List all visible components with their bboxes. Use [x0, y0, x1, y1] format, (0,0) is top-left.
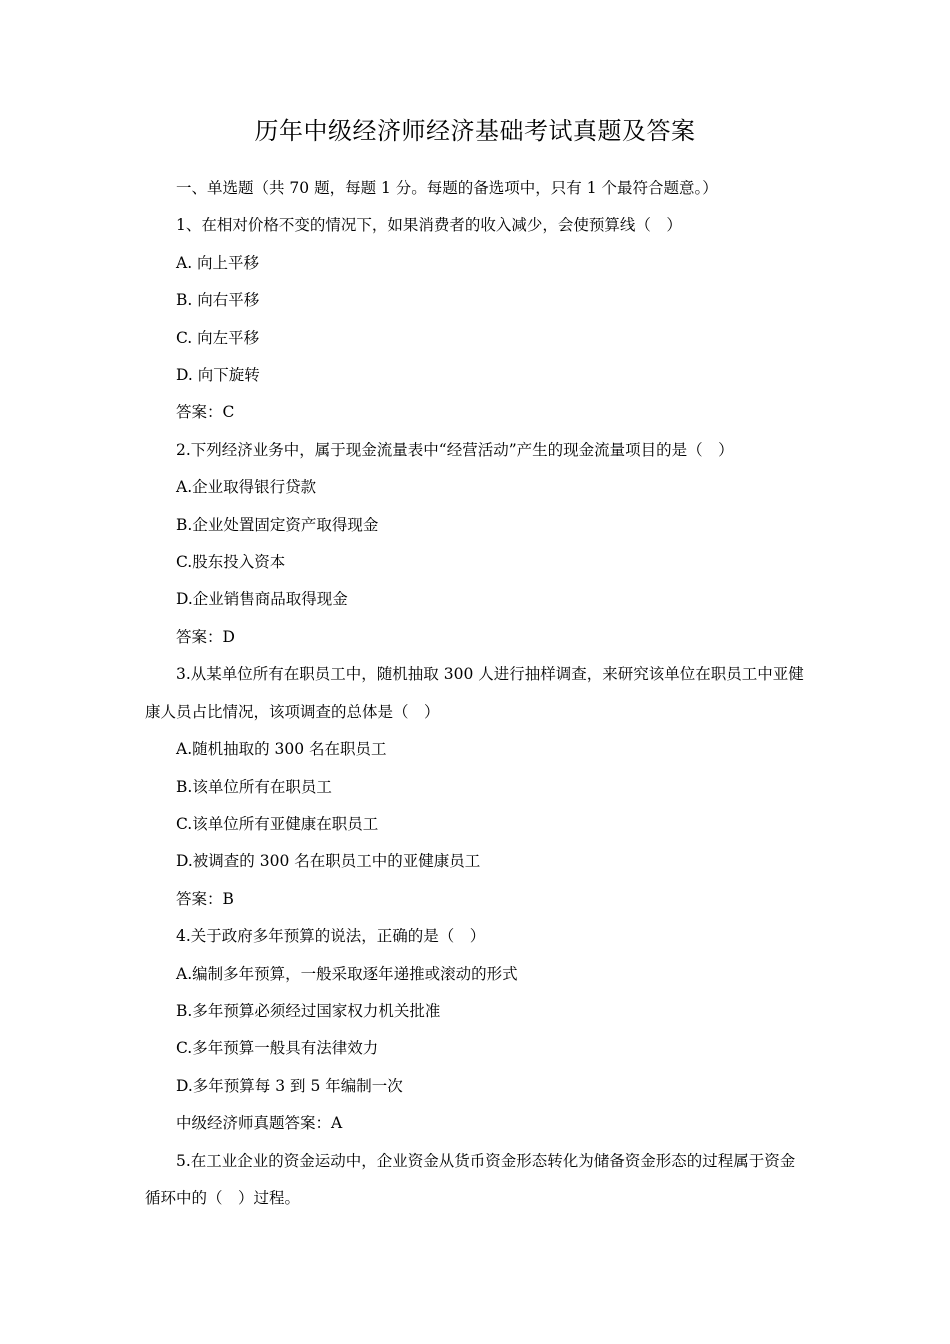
question-answer: 中级经济师真题答案：A	[176, 1114, 343, 1133]
document-title: 历年中级经济师经济基础考试真题及答案	[254, 117, 696, 145]
question-answer: 答案：B	[176, 889, 234, 908]
question-option: D.企业销售商品取得现金	[176, 590, 348, 609]
section-heading: 一、单选题（共 70 题，每题 1 分。每题的备选项中，只有 1 个最符合题意。）	[176, 179, 718, 197]
document-body	[145, 170, 810, 1217]
question-stem: 4.关于政府多年预算的说法，正确的是（ ）	[176, 927, 486, 946]
question-answer: 答案：C	[176, 403, 235, 422]
question-option: D. 向下旋转	[176, 366, 260, 385]
question-option: C.该单位所有亚健康在职员工	[176, 814, 379, 833]
question-option: D.被调查的 300 名在职员工中的亚健康员工	[176, 852, 481, 871]
question-answer: 答案：D	[176, 627, 235, 646]
question-option: B.企业处置固定资产取得现金	[176, 515, 379, 534]
question-option: C.股东投入资本	[176, 553, 286, 572]
question-option: D.多年预算每 3 到 5 年编制一次	[176, 1076, 403, 1095]
question-option: C. 向左平移	[176, 328, 260, 347]
question-option: C.多年预算一般具有法律效力	[176, 1039, 379, 1058]
question-option: A.编制多年预算，一般采取逐年递推或滚动的形式	[176, 964, 518, 983]
question-stem: 5.在工业企业的资金运动中，企业资金从货币资金形态转化为储备资金形态的过程属于资金循环中的（ ）过程。	[145, 1151, 796, 1207]
question-option: A.随机抽取的 300 名在职员工	[176, 740, 387, 759]
question-option: B. 向右平移	[176, 291, 260, 310]
question-stem: 1、在相对价格不变的情况下，如果消费者的收入减少，会使预算线（ ）	[176, 216, 682, 235]
question-option: B.多年预算必须经过国家权力机关批准	[176, 1001, 441, 1020]
question-stem: 3.从某单位所有在职员工中，随机抽取 300 人进行抽样调查，来研究该单位在职员工中亚健康人员占比情况，该项调查的总体是（ ）	[145, 665, 804, 721]
question-option: A.企业取得银行贷款	[176, 478, 317, 497]
question-stem: 2.下列经济业务中，属于现金流量表中“经营活动”产生的现金流量项目的是（ ）	[176, 440, 734, 459]
question-option: B.该单位所有在职员工	[176, 777, 332, 796]
question-option: A. 向上平移	[176, 253, 260, 272]
